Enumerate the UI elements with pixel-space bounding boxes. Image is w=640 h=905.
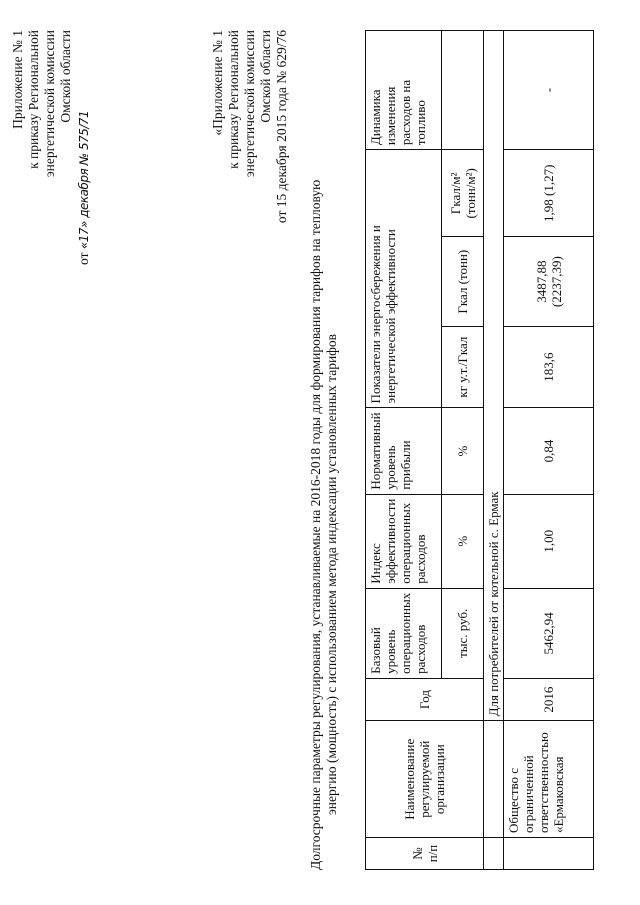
- row-dynamic: -: [504, 31, 594, 150]
- header-year: Год: [366, 678, 484, 721]
- signature-date: «17» декабря: [77, 168, 91, 250]
- row-num: [504, 838, 594, 870]
- row-index: 1,00: [504, 494, 594, 588]
- appendix-new-date: [76, 111, 92, 265]
- row-e1: 183,6: [504, 326, 594, 408]
- title-line-1: Долгосрочные параметры регулирования, устанавливаемые на 2016-2018 годы для формирования тарифов на тепловую: [308, 179, 323, 870]
- section-org-empty: [484, 721, 504, 838]
- section-label: Для потребителей от котельной с. Ермак: [484, 31, 504, 721]
- row-profit: 0,84: [504, 408, 594, 494]
- row-base: 5462,94: [504, 588, 594, 678]
- header-index: Индекс эффективности операционных расходов: [366, 494, 442, 588]
- row-e3: 1,98 (1,27): [504, 150, 594, 237]
- appendix-old-line-5: от 15 декабря 2015 года № 629/76: [274, 30, 289, 224]
- table-row: [504, 31, 594, 870]
- header-dynamic: Динамика изменения расходов на топливо: [366, 31, 442, 150]
- tariff-parameters-table: [365, 30, 594, 870]
- header-profit: Нормативный уровень прибыли: [366, 408, 442, 494]
- unit-e2: Гкал (тонн): [442, 237, 484, 326]
- section-num-empty: [484, 838, 504, 870]
- appendix-new-line-1: Приложение № 1: [10, 30, 25, 129]
- appendix-old-line-1: «Приложение № 1: [210, 30, 225, 136]
- unit-e1: кг у.т./Гкал: [442, 326, 484, 408]
- unit-e3: Гкал/м² (тонн/м²): [442, 150, 484, 237]
- unit-index: %: [442, 494, 484, 588]
- signature-number: № 575/71: [77, 110, 91, 166]
- appendix-new-line-2: к приказу Региональной: [26, 30, 41, 169]
- appendix-new-line-4: Омской области: [58, 30, 73, 123]
- row-e2: 3487,88 (2237,39): [504, 237, 594, 326]
- unit-base: тыс. руб.: [442, 588, 484, 678]
- appendix-old-line-4: Омской области: [258, 30, 273, 123]
- table-section-row: [484, 31, 504, 870]
- header-energy: Показатели энергосбережения и энергетической эффективности: [366, 150, 442, 408]
- title-line-2: энергию (мощность) с использованием метода индексации установленных тарифов: [324, 333, 339, 815]
- appendix-new-line-3: энергетической комиссии: [42, 30, 57, 178]
- row-year: 2016: [504, 678, 594, 721]
- header-num: № п/п: [366, 838, 484, 870]
- unit-dynamic-empty: [442, 31, 484, 150]
- appendix-old-line-2: к приказу Региональной: [226, 30, 241, 169]
- appendix-old-line-3: энергетической комиссии: [242, 30, 257, 178]
- header-base: Базовый уровень операционных расходов: [366, 588, 442, 678]
- header-org: Наименование регулируемой организации: [366, 721, 484, 838]
- unit-profit: %: [442, 408, 484, 494]
- table-header-row: [366, 31, 442, 870]
- date-prefix: от: [76, 252, 91, 265]
- row-org: Общество с ограниченной ответственностью «Ермаковская: [504, 721, 594, 838]
